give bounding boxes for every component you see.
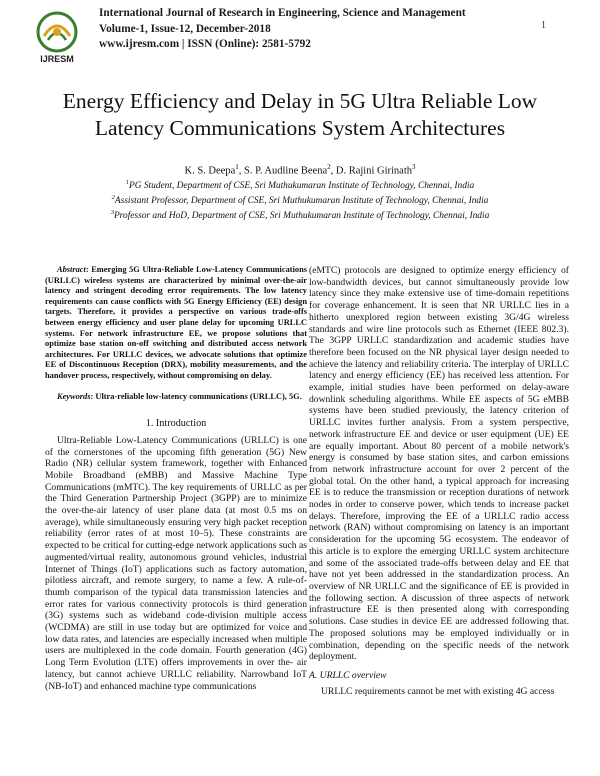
paper-title: Energy Efficiency and Delay in 5G Ultra Reliable Low Latency Communications System Architectures <box>62 89 538 140</box>
affiliation-text: Assistant Professor, Department of CSE, Sri Muthukumaran Institute of Technology, Chennai, India <box>114 196 489 207</box>
intro-paragraph-continued: (eMTC) protocols are designed to optimize energy efficiency of low-bandwidth devices, but cannot simultaneously provide low latency since they make extensive use of time-domain repetitions for coverage enhancement. It is seen that NR URLLC lies in a hitherto unexplored region between existing 3G/4G wireless standards and wire line protocols such as Ethernet (IEEE 802.3). The 3GPP URLLC standardization and academic studies have therefore been focused on the NR physical layer design needed to achieve the latency and reliability criteria. The interplay of URLLC latency and energy efficiency (EE) has received less attention. For example, initial studies have been performed on delay-aware downlink scheduling algorithms. While EE aspects of 5G eMBB systems have been studied previously, the latency criterion of URLLC invites further analysis. From a system perspective, network infrastructure EE and device or user equipment (UE) EE are equally important. About 80 percent of a mobile network's energy is consumed by base station sites, and carbon emissions from network infrastructure account for over 2 percent of the global total. On the other hand, a typical approach for increasing EE is to reduce the transmission or reception durations of network nodes in order to conserve power, which tends to increase packet delays. Therefore, improving the EE of a URLLC radio access network (RAN) without compromising on latency is an important consideration for the upcoming 5G ecosystem. The endeavor of this article is to explore the emerging URLLC system architecture and some of the associated trade-offs between delay and EE that have not yet been addressed in the standardization process. An overview of NR URLLC and the significance of EE is provided in the following section. A discussion of three aspects of network infrastructure EE is then presented along with corresponding solutions. Case studies in device EE are addressed following that. The proposed solutions may be employed individually or in combination, depending on the specific needs of the network deployment. <box>309 265 569 663</box>
page-number: 1 <box>541 20 546 31</box>
subsection-paragraph: URLLC requirements cannot be met with existing 4G access <box>321 685 555 697</box>
author-list: K. S. Deepa$^1$, S. P. Audline Beena$^2$, D. Rajini Girinath$^3$ <box>184 163 416 177</box>
author-name: D. Rajini Girinath <box>335 165 412 177</box>
affiliation <box>40 209 560 221</box>
journal-website: www.ijresm.com | ISSN (Online): 2581-5792 <box>99 38 311 50</box>
journal-logo-icon <box>32 10 82 66</box>
journal-header <box>10 6 590 66</box>
affiliation-mark: 2 <box>111 194 115 201</box>
keywords-text: Ultra-reliable low-latency communications (URLLC), 5G. <box>95 391 302 401</box>
affiliation-mark: 1 <box>125 179 130 186</box>
abstract: Abstract: Emerging 5G Ultra-Reliable Low-Latency Communications (URLLC) wireless systems are characterized by minimal over-the-air latency and stringent decoding error requirements. The low latency requirements can cause conflicts with 5G Energy Efficiency (EE) design targets. Therefore, it provides a perspective on various trade-offs between energy efficiency and user plane delay for upcoming URLLC systems. For network infrastructure EE, we propose solutions that optimize base station on-off switching and distributed access network architectures. For URLLC devices, we advocate solutions that optimize EE of Discontinuous Reception (DRX), mobility measurements, and the handover process, respectively, without compromising on delay. <box>45 265 307 380</box>
logo-text: IJRESM <box>40 54 74 64</box>
author-mark: 2 <box>327 163 331 171</box>
author-name: K. S. Deepa <box>184 165 236 177</box>
journal-info <box>99 6 529 53</box>
author-mark: 3 <box>412 163 416 171</box>
journal-name: International Journal of Research in Engineering, Science and Management <box>99 7 466 19</box>
intro-paragraph: Ultra-Reliable Low-Latency Communications (URLLC) is one of the cornerstones of the upcoming fifth generation (5G) New Radio (NR) cellular system framework, together with Enhanced Mobile Broadband (eMBB) and Massive Machine Type Communications (mMTC). The key requirements of URLLC as per the Third Generation Partnership Project (3GPP) are to minimize the over-the-air latency of user plane data (at most 0.5 ms on average), while simultaneously ensuring very high packet reception reliability (error rates of at most 10–5). These constraints are expected to be critical for cutting-edge network applications such as augmented/virtual reality, autonomous ground vehicles, industrial Internet of Things (IoT) applications such as factory automation, pilotless aircraft, and remote surgery, to name a few. A rule-of-thumb comparison of the typical data transmission latencies and error rates for various connectivity protocols is third generation (3G) systems such as wideband code-division multiple access (WCDMA) are still in use today but are optimized for voice and low data rates, and latencies are especially increased when multiple users are multiplexed in the code domain. Fourth generation (4G) Long Term Evolution (LTE) offers improvements in over the- air latency, but cannot achieve URLLC reliability. Narrowband IoT (NB-IoT) and enhanced machine type communications <box>45 434 307 692</box>
author-name: S. P. Audline Beena <box>244 165 328 177</box>
subsection-heading: A. URLLC overview <box>309 669 387 681</box>
affiliation <box>40 179 560 191</box>
section-heading: 1. Introduction <box>145 418 207 430</box>
affiliation <box>40 194 560 206</box>
abstract-text: Emerging 5G Ultra-Reliable Low-Latency Communications (URLLC) wireless systems are characterized by minimal over-the-air latency and stringent decoding error requirements. The low latency requirements can cause conflicts with 5G Energy Efficiency (EE) design targets. Therefore, it provides a perspective on various trade-offs between energy efficiency and user plane delay for upcoming URLLC systems. For network infrastructure EE, we propose solutions that optimize base station on-off switching and distributed access network architectures. For URLLC devices, we advocate solutions that optimize EE of Discontinuous Reception (DRX), mobility measurements, and the handover process, respectively, without compromising on delay. <box>45 265 307 380</box>
journal-volume: Volume-1, Issue-12, December-2018 <box>99 22 271 35</box>
author-mark: 1 <box>235 163 239 171</box>
affiliation-mark: 3 <box>110 209 114 216</box>
right-column <box>309 265 569 697</box>
keywords: Keywords: Ultra-reliable low-latency communications (URLLC), 5G. <box>57 391 302 401</box>
left-column <box>45 265 307 692</box>
keywords-label: Keywords <box>57 391 91 401</box>
affiliation-text: PG Student, Department of CSE, Sri Muthukumaran Institute of Technology, Chennai, India <box>129 181 475 192</box>
affiliation-text: Professor and HoD, Department of CSE, Sri Muthukumaran Institute of Technology, Chennai, India <box>113 211 490 222</box>
abstract-label: Abstract <box>57 265 86 274</box>
